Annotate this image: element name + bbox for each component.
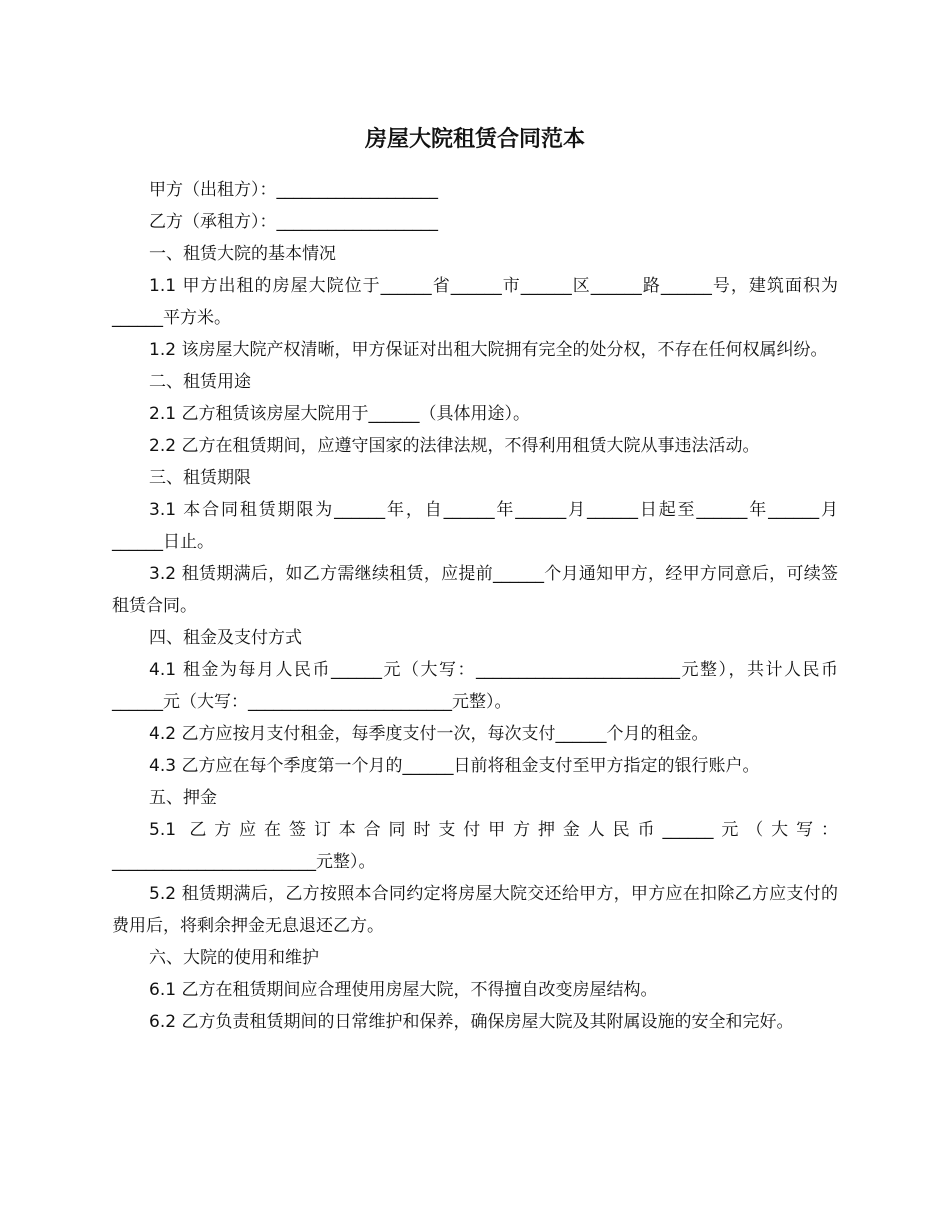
section-heading-3: 三、租赁期限 [149,468,251,488]
clause-6-1: 6.1 乙方在租赁期间应合理使用房屋大院，不得擅自改变房屋结构。 [149,980,658,1000]
section-heading-5: 五、押金 [149,788,217,808]
party-a-line: 甲方（出租方）：___________________ [149,180,438,200]
clause-2-1: 2.1 乙方租赁该房屋大院用于______（具体用途）。 [149,404,530,424]
section-heading-6: 六、大院的使用和维护 [149,948,319,968]
clause-4-3: 4.3 乙方应在每个季度第一个月的______日前将租金支付至甲方指定的银行账户。 [149,756,760,776]
clause-3-1: 3.1 本合同租赁期限为______年，自______年______月______日起至______年______月______日止。 [112,500,838,552]
section-heading-4: 四、租金及支付方式 [149,628,302,648]
document-body [112,174,838,1038]
clause-4-2: 4.2 乙方应按月支付租金，每季度支付一次，每次支付______个月的租金。 [149,724,709,744]
clause-4-1: 4.1 租金为每月人民币______元（大写：________________________元整），共计人民币______元（大写：________________________元整）。 [112,660,838,712]
section-heading-2: 二、租赁用途 [149,372,251,392]
clause-5-2: 5.2 租赁期满后，乙方按照本合同约定将房屋大院交还给甲方，甲方应在扣除乙方应支付的费用后，将剩余押金无息退还乙方。 [112,884,838,936]
clause-1-2: 1.2 该房屋大院产权清晰，甲方保证对出租大院拥有完全的处分权，不存在任何权属纠纷。 [149,340,828,360]
clause-3-2: 3.2 租赁期满后，如乙方需继续租赁，应提前______个月通知甲方，经甲方同意后，可续签租赁合同。 [112,564,838,616]
clause-5-1: 5.1 乙方应在签订本合同时支付甲方押金人民币______元（大写：________________________元整）。 [112,820,838,872]
section-heading-1: 一、租赁大院的基本情况 [149,244,336,264]
clause-1-1: 1.1 甲方出租的房屋大院位于______省______市______区______路______号，建筑面积为______平方米。 [112,276,838,328]
clause-6-2: 6.2 乙方负责租赁期间的日常维护和保养，确保房屋大院及其附属设施的安全和完好。 [149,1012,794,1032]
party-b-line: 乙方（承租方）：___________________ [149,212,438,232]
document-title: 房屋大院租赁合同范本 [364,127,585,152]
clause-2-2: 2.2 乙方在租赁期间，应遵守国家的法律法规，不得利用租赁大院从事违法活动。 [149,436,760,456]
